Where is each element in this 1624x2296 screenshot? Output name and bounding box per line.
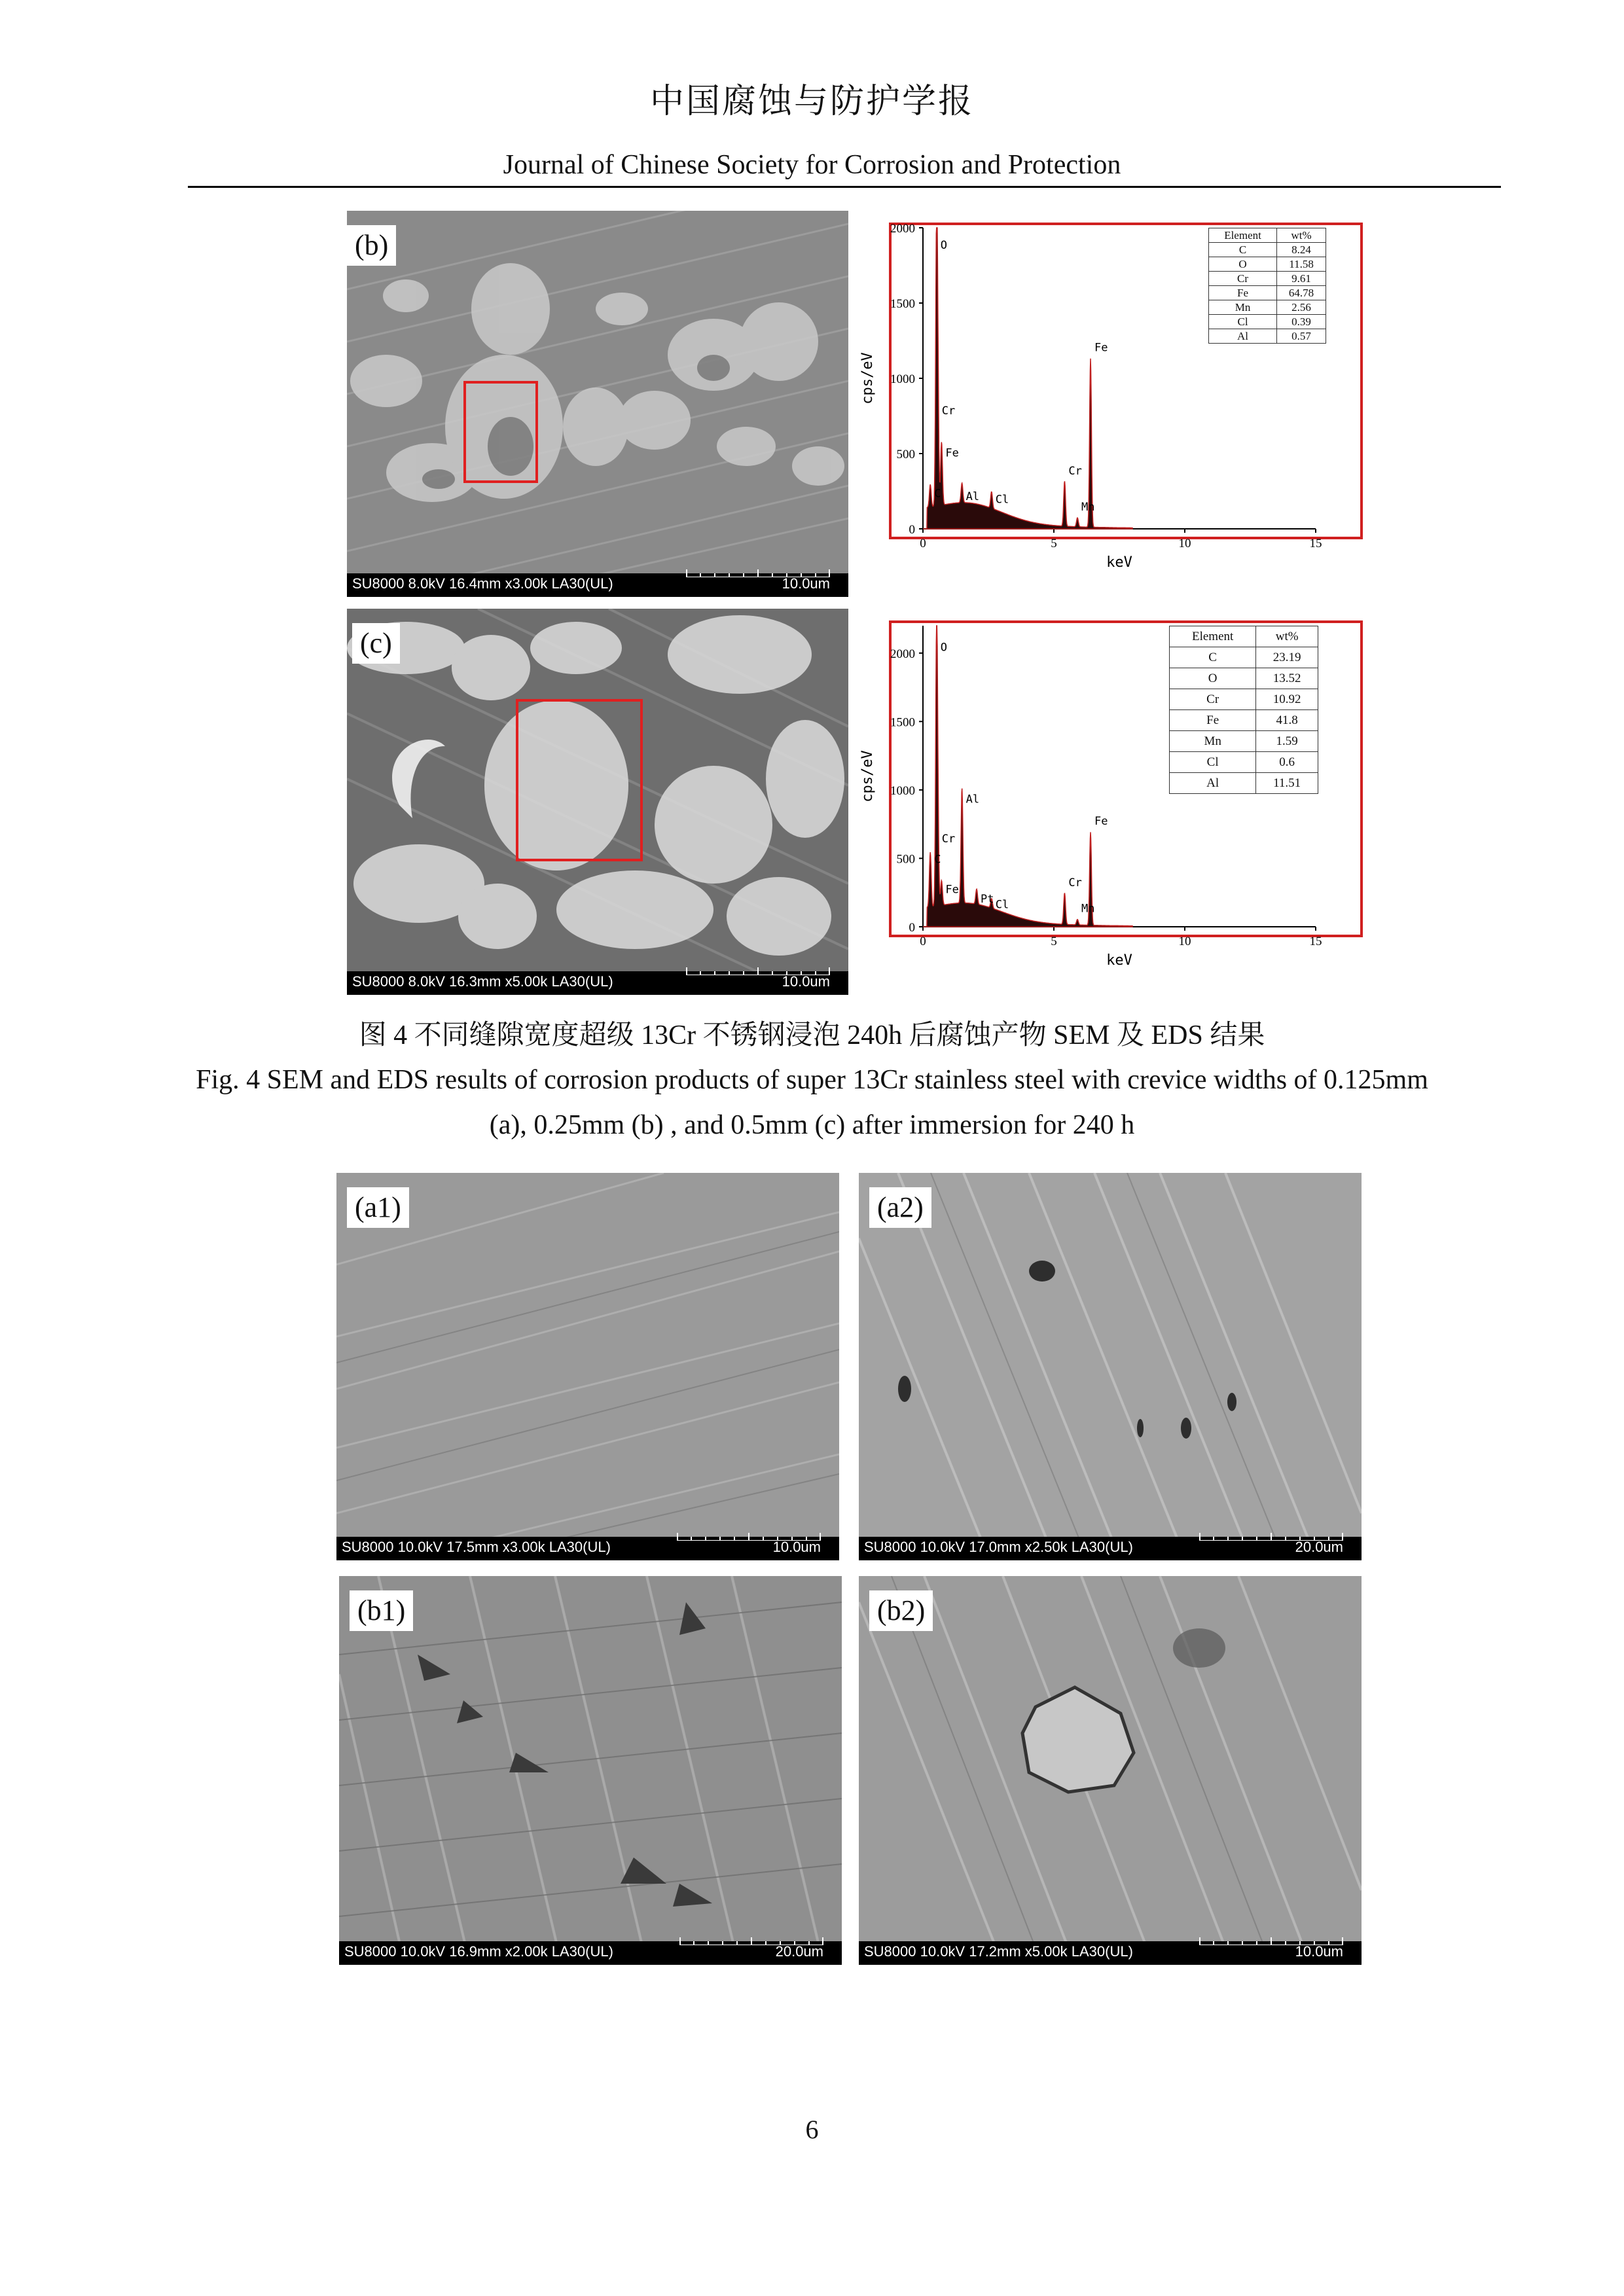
- table-cell: 9.61: [1277, 272, 1326, 286]
- sem-scale-label: 20.0um: [775, 1943, 823, 1960]
- sem-info-text: SU8000 8.0kV 16.3mm x5.00k LA30(UL): [352, 973, 613, 990]
- eds-region-box: [516, 699, 643, 861]
- panel-label: (b2): [869, 1590, 933, 1631]
- table-row: [1170, 731, 1318, 752]
- peak-label: O: [940, 239, 948, 252]
- sem-texture: [339, 1576, 842, 1965]
- table-row: [1170, 668, 1318, 689]
- x-tick-label: 15: [1309, 935, 1322, 948]
- x-axis-label: keV: [1106, 952, 1132, 969]
- header-rule: [188, 186, 1501, 188]
- sem-info-bar: [859, 1941, 1362, 1965]
- sem-texture: [859, 1173, 1362, 1560]
- table-cell: Al: [1170, 773, 1256, 794]
- table-row: [1170, 689, 1318, 710]
- sem-scale-label: 10.0um: [782, 973, 830, 990]
- panel-label: (b1): [350, 1590, 413, 1631]
- eds-chart-b: [851, 211, 1368, 597]
- table-header-row: [1209, 228, 1326, 243]
- eds-table-c: [1169, 626, 1318, 794]
- eds-chart-c: [851, 609, 1368, 995]
- sem-scale-label: 10.0um: [782, 575, 830, 592]
- table-header-cell: wt%: [1256, 626, 1318, 647]
- sem-info-bar: [859, 1537, 1362, 1560]
- sem-info-text: SU8000 10.0kV 17.0mm x2.50k LA30(UL): [864, 1539, 1133, 1555]
- sem-texture: [859, 1576, 1362, 1965]
- y-tick-label: 500: [896, 852, 915, 867]
- table-row: [1170, 647, 1318, 668]
- peak-label: Cr: [1068, 465, 1082, 478]
- peak-label: Al: [965, 793, 980, 806]
- table-row: [1209, 329, 1326, 344]
- table-cell: 0.6: [1256, 752, 1318, 773]
- sem-info-text: SU8000 10.0kV 17.5mm x3.00k LA30(UL): [342, 1539, 611, 1555]
- page-number: 6: [805, 2115, 819, 2144]
- y-axis-label: cps/eV: [859, 750, 876, 802]
- table-cell: 23.19: [1256, 647, 1318, 668]
- figure-caption-cn: 图 4 不同缝隙宽度超级 13Cr 不锈钢浸泡 240h 后腐蚀产物 SEM 及 EDS 结果: [359, 1020, 1265, 1050]
- table-cell: Cr: [1170, 689, 1256, 710]
- journal-title-cn: 中国腐蚀与防护学报: [649, 82, 974, 121]
- peak-label: Fe: [1094, 341, 1108, 355]
- table-cell: 8.24: [1277, 243, 1326, 257]
- table-cell: Al: [1209, 329, 1277, 344]
- eds-region-box: [463, 381, 538, 483]
- sem-scale-label: 20.0um: [1295, 1539, 1343, 1555]
- table-row: [1170, 773, 1318, 794]
- table-row: [1209, 243, 1326, 257]
- sem-image-b: [347, 211, 848, 597]
- eds-table-b: [1208, 228, 1326, 344]
- table-cell: Mn: [1170, 731, 1256, 752]
- table-cell: 1.59: [1256, 731, 1318, 752]
- figure-caption-en-line1: Fig. 4 SEM and EDS results of corrosion products of super 13Cr stainless steel with crevice widths of 0.125mm: [196, 1065, 1428, 1095]
- table-cell: Fe: [1209, 286, 1277, 300]
- table-cell: Fe: [1170, 710, 1256, 731]
- table-cell: Cl: [1170, 752, 1256, 773]
- sem-image-a1: [336, 1173, 839, 1560]
- table-row: [1170, 710, 1318, 731]
- peak-label: Fe: [945, 446, 959, 460]
- peak-label: Fe: [1094, 814, 1108, 828]
- sem-info-text: SU8000 10.0kV 17.2mm x5.00k LA30(UL): [864, 1943, 1133, 1960]
- table-cell: 11.58: [1277, 257, 1326, 272]
- x-tick-label: 10: [1178, 935, 1191, 948]
- y-tick-label: 1000: [890, 783, 915, 798]
- table-header-cell: wt%: [1277, 228, 1326, 243]
- sem-info-bar: [347, 971, 848, 995]
- peak-label: Cl: [995, 493, 1009, 507]
- x-tick-label: 0: [920, 537, 926, 550]
- sem-info-bar: [347, 573, 848, 597]
- table-header-cell: Element: [1170, 626, 1256, 647]
- table-cell: 10.92: [1256, 689, 1318, 710]
- panel-label: (b): [347, 225, 396, 266]
- panel-label: (a1): [347, 1187, 409, 1228]
- peak-label: Mn: [1081, 902, 1095, 916]
- y-tick-label: 1500: [890, 297, 915, 311]
- table-header-row: [1170, 626, 1318, 647]
- table-cell: 0.39: [1277, 315, 1326, 329]
- y-tick-label: 1000: [890, 372, 915, 386]
- peak-label: Cr: [1068, 876, 1082, 889]
- panel-label: (a2): [869, 1187, 931, 1228]
- table-cell: Mn: [1209, 300, 1277, 315]
- sem-texture: [336, 1173, 839, 1560]
- sem-info-text: SU8000 10.0kV 16.9mm x2.00k LA30(UL): [344, 1943, 613, 1960]
- table-row: [1170, 752, 1318, 773]
- table-cell: 11.51: [1256, 773, 1318, 794]
- table-cell: C: [1170, 647, 1256, 668]
- y-tick-label: 2000: [890, 222, 915, 236]
- peak-label: Fe: [945, 883, 959, 897]
- sem-info-text: SU8000 8.0kV 16.4mm x3.00k LA30(UL): [352, 575, 613, 592]
- peak-label: Cr: [941, 833, 956, 846]
- y-tick-label: 0: [909, 523, 915, 537]
- peak-label: C: [934, 853, 941, 867]
- table-header-cell: Element: [1209, 228, 1277, 243]
- x-tick-label: 5: [1051, 537, 1057, 550]
- table-row: [1209, 286, 1326, 300]
- table-cell: Cl: [1209, 315, 1277, 329]
- sem-info-bar: [339, 1941, 842, 1965]
- x-tick-label: 5: [1051, 935, 1057, 948]
- figure-caption-en-line2: (a), 0.25mm (b) , and 0.5mm (c) after immersion for 240 h: [489, 1110, 1135, 1140]
- sem-scale-label: 10.0um: [772, 1539, 821, 1555]
- y-axis-label: cps/eV: [859, 352, 876, 404]
- peak-label: Pt: [981, 893, 994, 906]
- table-cell: O: [1170, 668, 1256, 689]
- table-cell: C: [1209, 243, 1277, 257]
- y-tick-label: 0: [909, 921, 915, 935]
- table-cell: 64.78: [1277, 286, 1326, 300]
- sem-image-a2: [859, 1173, 1362, 1560]
- x-tick-label: 0: [920, 935, 926, 948]
- peak-label: Cl: [995, 898, 1009, 912]
- spectrum-series: [923, 228, 1132, 529]
- table-row: [1209, 257, 1326, 272]
- y-tick-label: 2000: [890, 647, 915, 661]
- table-row: [1209, 315, 1326, 329]
- table-cell: Cr: [1209, 272, 1277, 286]
- sem-image-b1: [339, 1576, 842, 1965]
- sem-scale-label: 10.0um: [1295, 1943, 1343, 1960]
- table-row: [1209, 300, 1326, 315]
- table-cell: 13.52: [1256, 668, 1318, 689]
- x-tick-label: 10: [1178, 537, 1191, 550]
- table-cell: 41.8: [1256, 710, 1318, 731]
- sem-info-bar: [336, 1537, 839, 1560]
- sem-texture: [347, 211, 848, 597]
- table-row: [1209, 272, 1326, 286]
- panel-label: (c): [352, 623, 400, 664]
- peak-label: C: [934, 487, 941, 501]
- y-tick-label: 1500: [890, 715, 915, 730]
- peak-label: Al: [965, 490, 980, 504]
- sem-image-b2: [859, 1576, 1362, 1965]
- journal-title-en: Journal of Chinese Society for Corrosion and Protection: [503, 150, 1121, 180]
- x-axis-label: keV: [1106, 554, 1132, 571]
- table-cell: 0.57: [1277, 329, 1326, 344]
- peak-label: O: [940, 641, 948, 655]
- x-tick-label: 15: [1309, 537, 1322, 550]
- table-cell: 2.56: [1277, 300, 1326, 315]
- y-tick-label: 500: [896, 448, 915, 461]
- spectrum-series: [923, 626, 1132, 927]
- sem-image-c: [347, 609, 848, 995]
- peak-label: Mn: [1081, 501, 1095, 514]
- table-cell: O: [1209, 257, 1277, 272]
- peak-label: Cr: [941, 404, 956, 418]
